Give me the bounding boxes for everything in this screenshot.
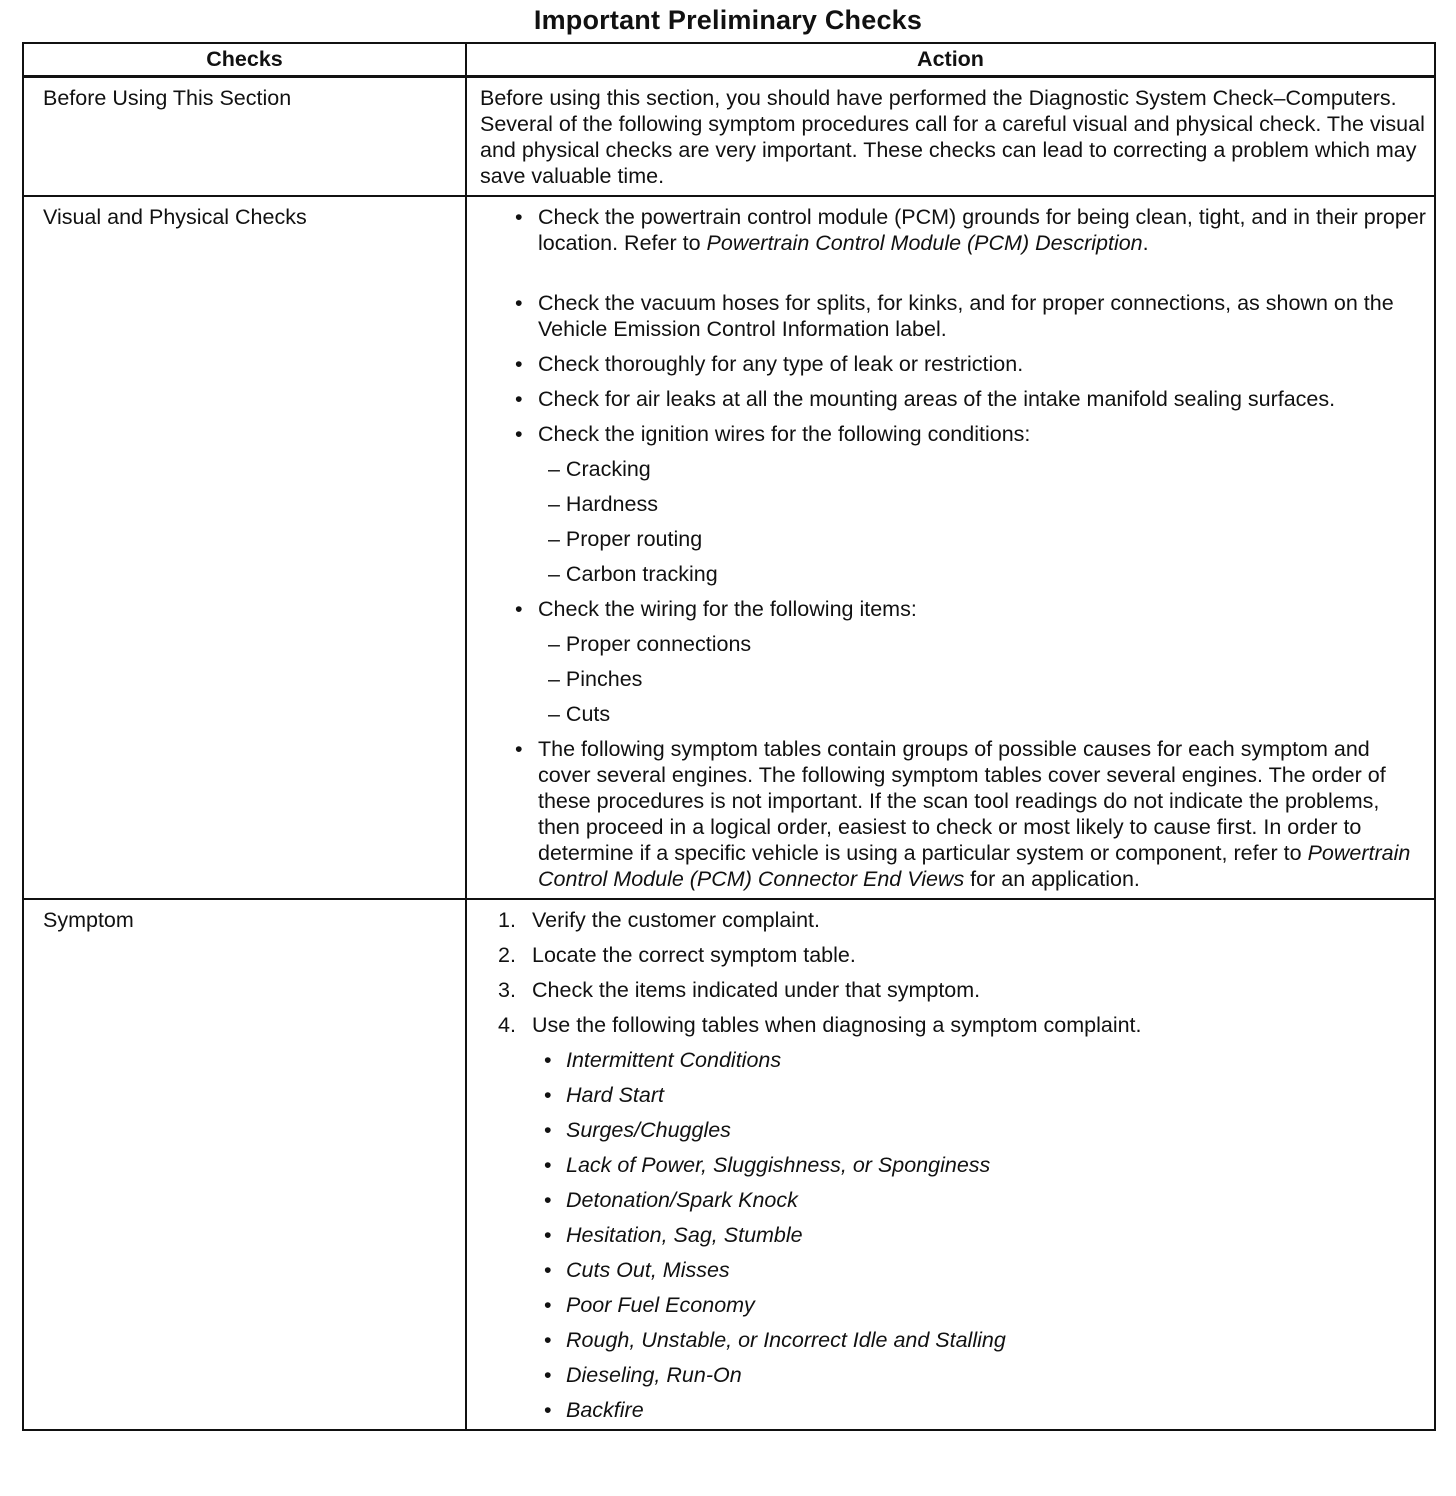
list-item — [508, 386, 1426, 412]
symptom-table-name: Lack of Power, Sluggishness, or Sponginess — [566, 1153, 991, 1177]
bullet-icon: • — [544, 1083, 552, 1107]
list-item — [508, 351, 1426, 377]
symptom-table-name: Backfire — [566, 1398, 644, 1422]
symptom-table-item — [544, 1397, 1426, 1423]
bullet-icon: • — [515, 205, 523, 229]
bullet-icon: • — [544, 1188, 552, 1212]
step-item — [498, 1012, 1426, 1423]
sublist-item: – Proper connections — [548, 632, 752, 656]
list-item — [508, 204, 1426, 256]
symptom-table-item — [544, 1187, 1426, 1213]
symptom-table-name: Cuts Out, Misses — [566, 1258, 730, 1282]
symptom-table-item — [544, 1082, 1426, 1108]
step-number: 1. — [498, 908, 516, 932]
sublist-item: – Cracking — [548, 457, 651, 481]
step-number: 3. — [498, 978, 516, 1002]
wiring-sublist — [538, 631, 1426, 727]
action-paragraph: Before using this section, you should have performed the Diagnostic System Check–Computers. Several of the following symptom procedures call for a careful visual and physical check. The visual and physical checks are very important. These checks can lead to correcting a problem which may save valuable time. — [480, 86, 1425, 188]
step-item — [498, 942, 1426, 968]
bullet-icon: • — [544, 1363, 552, 1387]
bullet-icon: • — [544, 1118, 552, 1142]
row-action — [466, 899, 1435, 1430]
bullet-icon: • — [544, 1258, 552, 1282]
sublist-item: – Proper routing — [548, 527, 703, 551]
symptom-table-item — [544, 1362, 1426, 1388]
step-number: 4. — [498, 1013, 516, 1037]
bullet-icon: • — [544, 1398, 552, 1422]
bullet-icon: • — [544, 1223, 552, 1247]
symptom-table-name: Hard Start — [566, 1083, 664, 1107]
bullet-icon: • — [544, 1293, 552, 1317]
step-number: 2. — [498, 943, 516, 967]
symptom-table-item — [544, 1152, 1426, 1178]
sublist-item: – Hardness — [548, 492, 658, 516]
reference-link-text: Powertrain Control Module (PCM) Connector End Views — [538, 841, 1411, 891]
list-item-suffix: for an application. — [964, 867, 1140, 891]
table-row — [23, 77, 1435, 197]
table-row — [23, 196, 1435, 899]
step-text: Locate the correct symptom table. — [532, 943, 856, 967]
sublist-item: – Cuts — [548, 702, 611, 726]
table-row — [23, 899, 1435, 1430]
row-label: Symptom — [23, 899, 466, 1430]
row-action — [466, 77, 1435, 197]
symptom-table-item — [544, 1222, 1426, 1248]
row-action — [466, 196, 1435, 899]
check-list — [480, 204, 1426, 892]
list-item-text: The following symptom tables contain groups of possible causes for each symptom and cover several engines. The following symptom tables cover several engines. The order of these procedures is not important. If the scan tool readings do not indicate the problems, then proceed in a logical order, easiest to check or most likely to cause first. In order to determine if a specific vehicle is using a particular system or component, refer to — [538, 737, 1386, 865]
symptom-table-item — [544, 1257, 1426, 1283]
step-item — [498, 907, 1426, 933]
list-item-text: Check the vacuum hoses for splits, for kinks, and for proper connections, as shown on the Vehicle Emission Control Information label. — [538, 291, 1394, 341]
symptom-table-item — [544, 1292, 1426, 1318]
list-item-text: Check the wiring for the following items: — [538, 597, 917, 621]
list-item — [508, 736, 1426, 892]
bullet-icon: • — [515, 387, 523, 411]
row-label: Visual and Physical Checks — [23, 196, 466, 899]
list-item — [508, 421, 1426, 587]
step-text: Check the items indicated under that symptom. — [532, 978, 981, 1002]
symptom-table-item — [544, 1327, 1426, 1353]
symptom-table-item — [544, 1047, 1426, 1073]
bullet-icon: • — [515, 352, 523, 376]
step-item — [498, 977, 1426, 1003]
bullet-icon: • — [515, 597, 523, 621]
sublist-item: – Carbon tracking — [548, 562, 718, 586]
bullet-icon: • — [515, 291, 523, 315]
symptom-table-name: Rough, Unstable, or Incorrect Idle and Stalling — [566, 1328, 1006, 1352]
step-text: Verify the customer complaint. — [532, 908, 820, 932]
bullet-icon: • — [544, 1153, 552, 1177]
bullet-icon: • — [544, 1048, 552, 1072]
sublist-item: – Pinches — [548, 667, 643, 691]
symptom-table-list — [532, 1047, 1426, 1423]
symptom-table-name: Dieseling, Run-On — [566, 1363, 742, 1387]
step-text: Use the following tables when diagnosing a symptom complaint. — [532, 1013, 1142, 1037]
symptom-table-item — [544, 1117, 1426, 1143]
symptom-table-name: Hesitation, Sag, Stumble — [566, 1223, 803, 1247]
checks-column-header: Checks — [23, 43, 466, 77]
page-title: Important Preliminary Checks — [533, 5, 923, 35]
symptom-table-name: Detonation/Spark Knock — [566, 1188, 798, 1212]
symptom-steps — [480, 907, 1426, 1423]
bullet-icon: • — [544, 1328, 552, 1352]
list-item-suffix: . — [1142, 231, 1149, 255]
condition-sublist — [538, 456, 1426, 587]
table-header-row — [23, 43, 1435, 77]
symptom-table-name: Surges/Chuggles — [566, 1118, 731, 1142]
list-item-text: Check the powertrain control module (PCM) grounds for being clean, tight, and in their proper location. Refer to — [538, 205, 1426, 255]
bullet-icon: • — [515, 422, 523, 446]
list-item — [508, 290, 1426, 342]
reference-link-text: Powertrain Control Module (PCM) Description — [706, 231, 1143, 255]
symptom-table-name: Intermittent Conditions — [566, 1048, 782, 1072]
row-label: Before Using This Section — [23, 77, 466, 197]
list-item-text: Check the ignition wires for the following conditions: — [538, 422, 1031, 446]
bullet-icon: • — [515, 737, 523, 761]
preliminary-checks-table — [22, 42, 1436, 1431]
list-item-text: Check for air leaks at all the mounting areas of the intake manifold sealing surfaces. — [538, 387, 1336, 411]
list-item — [508, 596, 1426, 727]
symptom-table-name: Poor Fuel Economy — [566, 1293, 755, 1317]
list-item-text: Check thoroughly for any type of leak or restriction. — [538, 352, 1024, 376]
action-column-header: Action — [466, 43, 1435, 77]
